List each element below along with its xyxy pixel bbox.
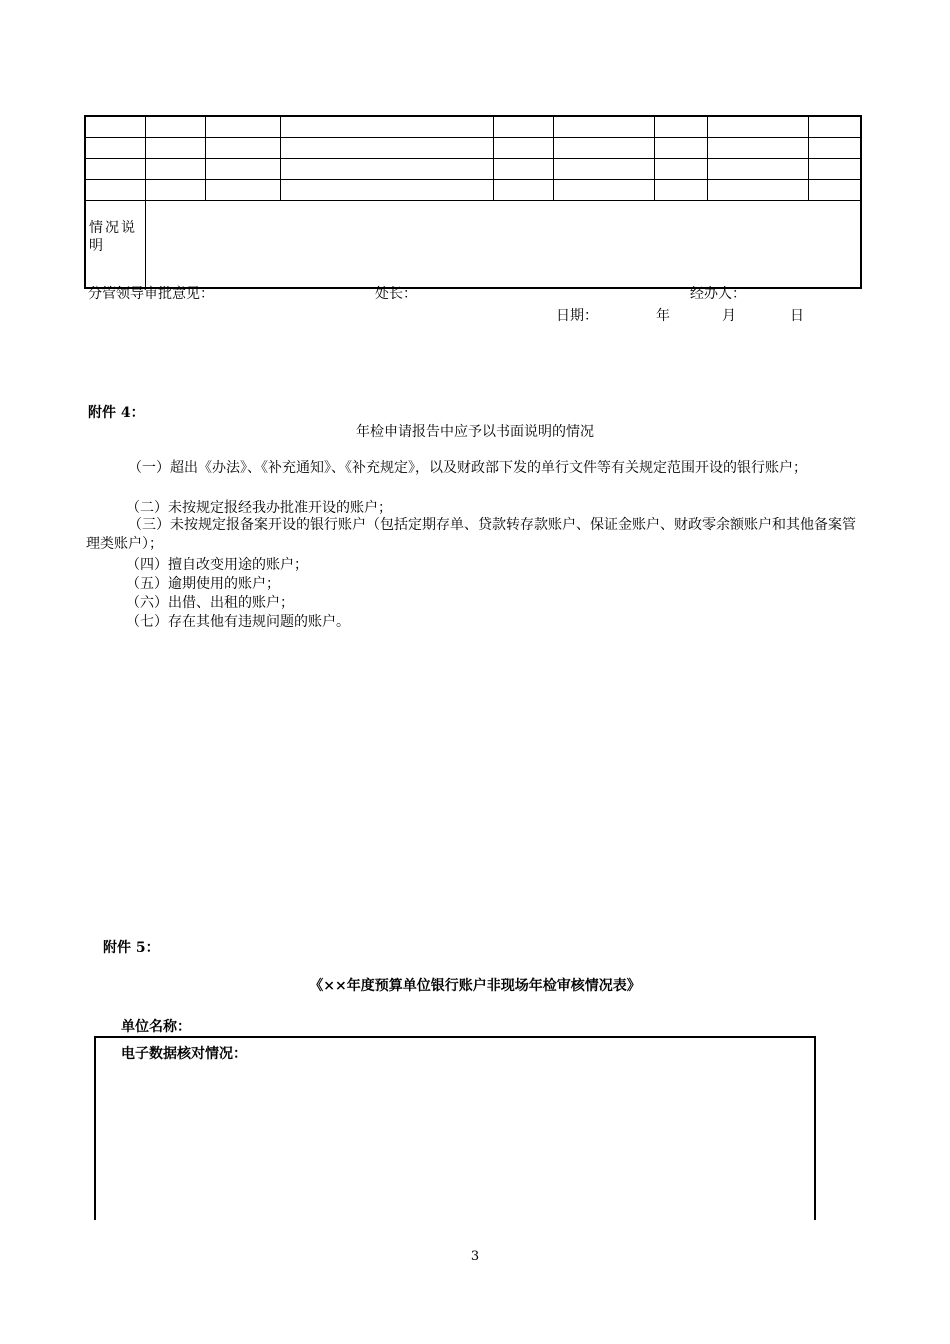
- table-cell: [493, 116, 553, 138]
- note-row: [85, 201, 861, 289]
- table-cell: [808, 116, 861, 138]
- table-cell: [654, 180, 707, 201]
- table-cell: [145, 159, 205, 180]
- table-cell: [654, 159, 707, 180]
- table-row: [85, 138, 861, 159]
- table-cell: [707, 180, 808, 201]
- table-row: [85, 180, 861, 201]
- table-cell: [85, 138, 145, 159]
- table-cell: [707, 116, 808, 138]
- attachment-4-item-6: （六）出借、出租的账户；: [126, 595, 294, 611]
- attachment-4-heading: 附件 4：: [88, 405, 145, 421]
- table-cell: [85, 180, 145, 201]
- note-label: 情况说明: [85, 201, 145, 289]
- table-cell: [145, 138, 205, 159]
- table-row: [85, 159, 861, 180]
- date-year: 年: [656, 308, 670, 324]
- attachment-4-item-4: （四）擅自改变用途的账户；: [126, 557, 308, 573]
- attachment-4-item-2: （二）未按规定报经我办批准开设的账户；: [126, 500, 392, 516]
- table-cell: [85, 159, 145, 180]
- table-cell: [707, 159, 808, 180]
- table-cell: [808, 138, 861, 159]
- handler-label: 经办人：: [690, 286, 746, 302]
- table-cell: [205, 116, 280, 138]
- table-cell: [85, 116, 145, 138]
- date-month: 月: [722, 308, 736, 324]
- note-content: [145, 201, 861, 289]
- table-cell: [553, 180, 654, 201]
- attachment-4-item-5: （五）逾期使用的账户；: [126, 576, 280, 592]
- table-cell: [280, 138, 493, 159]
- account-table: [84, 115, 862, 289]
- page-number: 3: [470, 1249, 480, 1264]
- table-cell: [280, 116, 493, 138]
- table-cell: [280, 180, 493, 201]
- attachment-5-title: 《××年度预算单位银行账户非现场年检审核情况表》: [309, 978, 641, 994]
- table-cell: [145, 116, 205, 138]
- unit-name-label: 单位名称：: [121, 1019, 191, 1035]
- table-cell: [808, 159, 861, 180]
- table-cell: [205, 180, 280, 201]
- table-cell: [808, 180, 861, 201]
- table-cell: [493, 180, 553, 201]
- table-cell: [493, 159, 553, 180]
- table-row: [85, 116, 861, 138]
- table-cell: [654, 116, 707, 138]
- table-cell: [553, 159, 654, 180]
- table-cell: [553, 138, 654, 159]
- table-cell: [205, 159, 280, 180]
- date-day: 日: [790, 308, 804, 324]
- director-label: 处长：: [375, 286, 417, 302]
- table-cell: [280, 159, 493, 180]
- attachment-4-title: 年检申请报告中应予以书面说明的情况: [356, 424, 594, 440]
- attachment-4-item-1: （一）超出《办法》、《补充通知》、《补充规定》，以及财政部下发的单行文件等有关规定范围开设的银行账户；: [128, 460, 807, 476]
- table-cell: [707, 138, 808, 159]
- leader-approval-label: 分管领导审批意见：: [88, 286, 214, 302]
- attachment-4-item-3: （三）未按规定报备案开设的银行账户（包括定期存单、贷款转存款账户、保证金账户、财政零余额账户和其他备案管理类账户）；: [86, 517, 856, 552]
- table-cell: [205, 138, 280, 159]
- table-cell: [145, 180, 205, 201]
- data-check-label: 电子数据核对情况：: [121, 1046, 247, 1062]
- table-cell: [654, 138, 707, 159]
- attachment-5-heading: 附件 5：: [103, 940, 160, 956]
- table-cell: [493, 138, 553, 159]
- date-label: 日期：: [556, 308, 598, 324]
- table-cell: [553, 116, 654, 138]
- data-check-box: [94, 1036, 816, 1220]
- attachment-4-item-7: （七）存在其他有违规问题的账户。: [126, 614, 350, 630]
